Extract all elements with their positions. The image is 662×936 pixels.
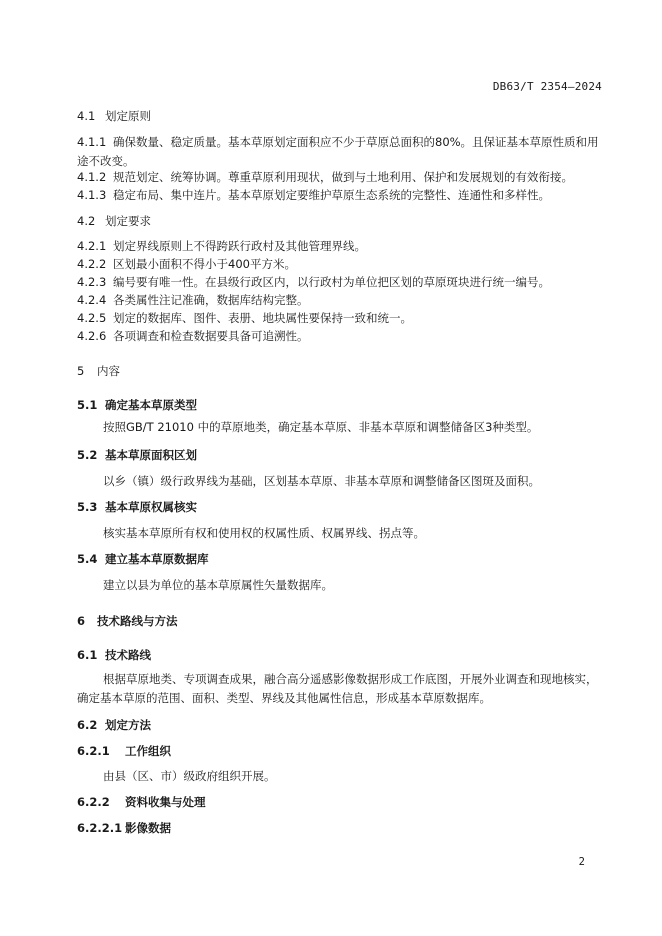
- paragraph-5-3: 核实基本草原所有权和使用权的权属性质、权属界线、拐点等。: [103, 526, 425, 540]
- clause-4-2-1: 4.2.1 划定界线原则上不得跨跃行政村及其他管理界线。: [77, 239, 366, 253]
- paragraph-5-1: 按照GB/T 21010 中的草原地类，确定基本草原、非基本草原和调整储备区3种类型。: [103, 420, 539, 434]
- paragraph-5-4: 建立以县为单位的基本草原属性矢量数据库。: [103, 578, 333, 592]
- section-heading-6-2: 6.2 划定方法: [77, 718, 151, 732]
- clause-4-2-6: 4.2.6 各项调查和检查数据要具备可追溯性。: [77, 329, 309, 343]
- clause-4-1-2: 4.1.2 规范划定、统筹协调。尊重草原利用现状，做到与土地利用、保护和发展规划的有效衔接。: [77, 170, 573, 184]
- page-number: 2: [578, 856, 585, 868]
- section-heading-4-2: 4.2 划定要求: [77, 214, 151, 228]
- clause-4-2-3: 4.2.3 编号要有唯一性。在县级行政区内，以行政村为单位把区划的草原斑块进行统一编号。: [77, 275, 550, 289]
- paragraph-5-2: 以乡（镇）级行政界线为基础，区划基本草原、非基本草原和调整储备区图斑及面积。: [103, 474, 540, 488]
- paragraph-6-2-1: 由县（区、市）级政府组织开展。: [103, 769, 276, 783]
- section-heading-6-2-2-1: 6.2.2.1 影像数据: [77, 821, 171, 835]
- section-heading-5-1: 5.1 确定基本草原类型: [77, 398, 197, 412]
- standard-code: DB63/T 2354—2024: [492, 80, 602, 93]
- section-heading-5-4: 5.4 建立基本草原数据库: [77, 552, 209, 566]
- section-heading-5-3: 5.3 基本草原权属核实: [77, 500, 197, 514]
- section-heading-6-2-1: 6.2.1 工作组织: [77, 744, 171, 758]
- section-heading-4-1: 4.1 划定原则: [77, 109, 151, 123]
- clause-4-2-5: 4.2.5 划定的数据库、图件、表册、地块属性要保持一致和统一。: [77, 311, 412, 325]
- paragraph-6-1: 根据草原地类、专项调查成果，融合高分遥感影像数据形成工作底图，开展外业调查和现地核实，确定基本草原的范围、面积、类型、界线及其他属性信息，形成基本草原数据库。: [77, 672, 598, 705]
- chapter-heading-6: 6 技术路线与方法: [77, 614, 178, 628]
- section-heading-5-2: 5.2 基本草原面积区划: [77, 448, 197, 462]
- clause-4-2-4: 4.2.4 各类属性注记准确，数据库结构完整。: [77, 293, 309, 307]
- clause-4-1-3: 4.1.3 稳定布局、集中连片。基本草原划定要维护草原生态系统的完整性、连通性和多样性。: [77, 188, 550, 202]
- section-heading-6-1: 6.1 技术路线: [77, 648, 151, 662]
- chapter-heading-5: 5 内容: [77, 364, 120, 378]
- clause-4-1-1: 4.1.1 确保数量、稳定质量。基本草原划定面积应不少于草原总面积的80%。且保证基本草原性质和用途不改变。: [77, 135, 599, 168]
- clause-4-2-2: 4.2.2 区划最小面积不得小于400平方米。: [77, 257, 296, 271]
- section-heading-6-2-2: 6.2.2 资料收集与处理: [77, 795, 206, 809]
